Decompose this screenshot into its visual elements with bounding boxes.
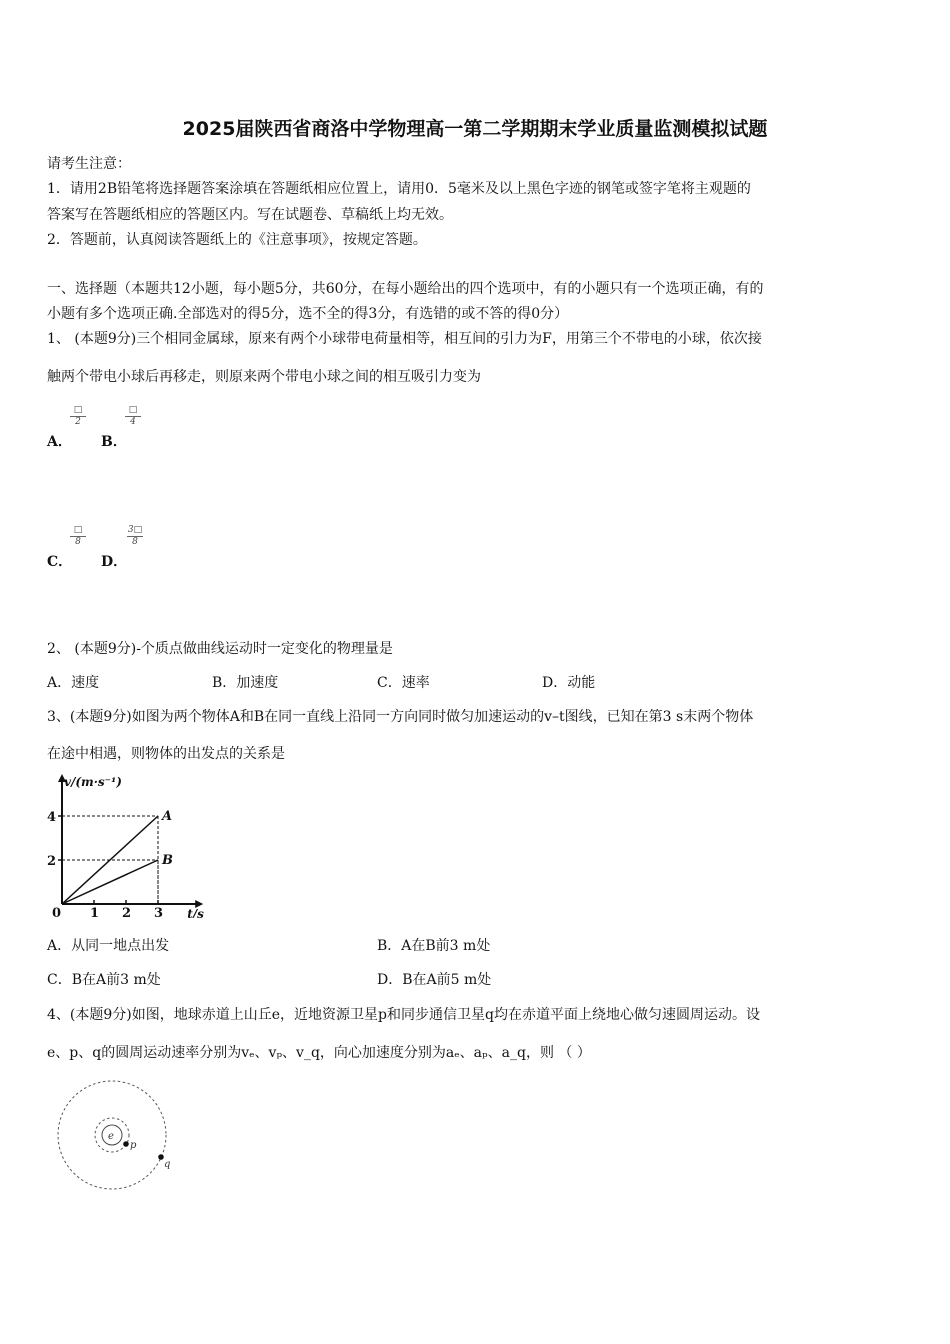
q1-option-d-fraction: [127, 525, 143, 548]
q1-b-denominator: 4: [125, 416, 141, 428]
notice-line-2: 答案写在答题纸相应的答题区内。写在试题卷、草稿纸上均无效。: [47, 207, 453, 223]
label-q: q: [164, 1159, 171, 1170]
q3-option-d: D．B在A前5 m处: [377, 972, 492, 988]
q1-option-c-fraction: [70, 525, 86, 548]
satellite-q: [158, 1154, 164, 1160]
q1-b-numerator: □: [128, 405, 138, 415]
q1-option-a-label: A．: [47, 434, 72, 450]
q4-stem-line-2: e、p、q的圆周运动速率分别为vₑ、vₚ、v_q，向心加速度分别为aₑ、aₚ、a_q，则 （ ）: [47, 1045, 591, 1061]
label-e: e: [108, 1131, 114, 1142]
series-label-B: B: [162, 853, 173, 868]
x-axis-label: t/s: [187, 907, 204, 918]
q1-option-b-label: B．: [101, 434, 127, 450]
notice-heading: 请考生注意：: [47, 156, 131, 172]
q1-c-denominator: 8: [70, 536, 86, 548]
q3-option-b: B．A在B前3 m处: [377, 938, 491, 954]
q1-option-d-label: D．: [101, 554, 128, 570]
q1-d-numerator: 3□: [127, 525, 143, 535]
orbit-diagram: [50, 1078, 180, 1198]
x-tick-label: 3: [154, 906, 164, 918]
section-heading-line-1: 一、选择题（本题共12小题，每小题5分，共60分，在每小题给出的四个选项中，有的小题只有一个选项正确，有的: [47, 281, 764, 297]
series-label-A: A: [162, 809, 173, 824]
q3-stem-line-2: 在途中相遇，则物体的出发点的关系是: [47, 746, 285, 762]
y-tick-label: 2: [47, 854, 57, 869]
satellite-p: [123, 1141, 129, 1147]
q1-c-numerator: □: [73, 525, 83, 535]
q2-option-d: D．动能: [542, 675, 596, 691]
vt-graph: [44, 770, 216, 918]
q2-option-a: A．速度: [47, 675, 100, 691]
q1-a-denominator: 2: [70, 416, 86, 428]
section-heading-line-2: 小题有多个选项正确.全部选对的得5分，选不全的得3分，有选错的或不答的得0分）: [47, 306, 569, 322]
q1-stem-line-1: 1、 (本题9分)三个相同金属球，原来有两个小球带电荷量相等，相互间的引力为F，用第三个不带电的小球，依次接: [47, 331, 762, 347]
q3-option-a: A．从同一地点出发: [47, 938, 170, 954]
y-tick-label: 4: [47, 810, 57, 825]
q3-stem-line-1: 3、(本题9分)如图为两个物体A和B在同一直线上沿同一方向同时做匀加速运动的v–t图线，已知在第3 s末两个物体: [47, 709, 754, 725]
x-tick-label: 1: [90, 906, 100, 918]
q2-option-b: B．加速度: [212, 675, 279, 691]
q4-stem-line-1: 4、(本题9分)如图，地球赤道上山丘e，近地资源卫星p和同步通信卫星q均在赤道平面上绕地心做匀速圆周运动。设: [47, 1007, 760, 1023]
q2-stem: 2、 (本题9分)-个质点做曲线运动时一定变化的物理量是: [47, 641, 393, 657]
q1-option-c-label: C．: [47, 554, 73, 570]
page-title: 2025届陕西省商洛中学物理高一第二学期期末学业质量监测模拟试题: [182, 118, 768, 140]
q1-option-a-fraction: [70, 405, 86, 428]
x-tick-label: 2: [122, 906, 132, 918]
q3-option-c: C．B在A前3 m处: [47, 972, 161, 988]
notice-line-1: 1．请用2B铅笔将选择题答案涂填在答题纸相应位置上，请用0．5毫米及以上黑色字迹的钢笔或签字笔将主观题的: [47, 181, 751, 197]
y-axis-label: v/(m·s⁻¹): [64, 775, 122, 789]
label-p: p: [130, 1140, 137, 1151]
q2-option-c: C．速率: [377, 675, 430, 691]
notice-line-3: 2．答题前，认真阅读答题纸上的《注意事项》，按规定答题。: [47, 232, 427, 248]
q1-option-b-fraction: [125, 405, 141, 428]
q1-d-denominator: 8: [127, 536, 143, 548]
x-tick-label: 0: [52, 906, 62, 918]
series-line-B: [62, 860, 158, 904]
q1-a-numerator: □: [73, 405, 83, 415]
q1-stem-line-2: 触两个带电小球后再移走，则原来两个带电小球之间的相互吸引力变为: [47, 369, 481, 385]
